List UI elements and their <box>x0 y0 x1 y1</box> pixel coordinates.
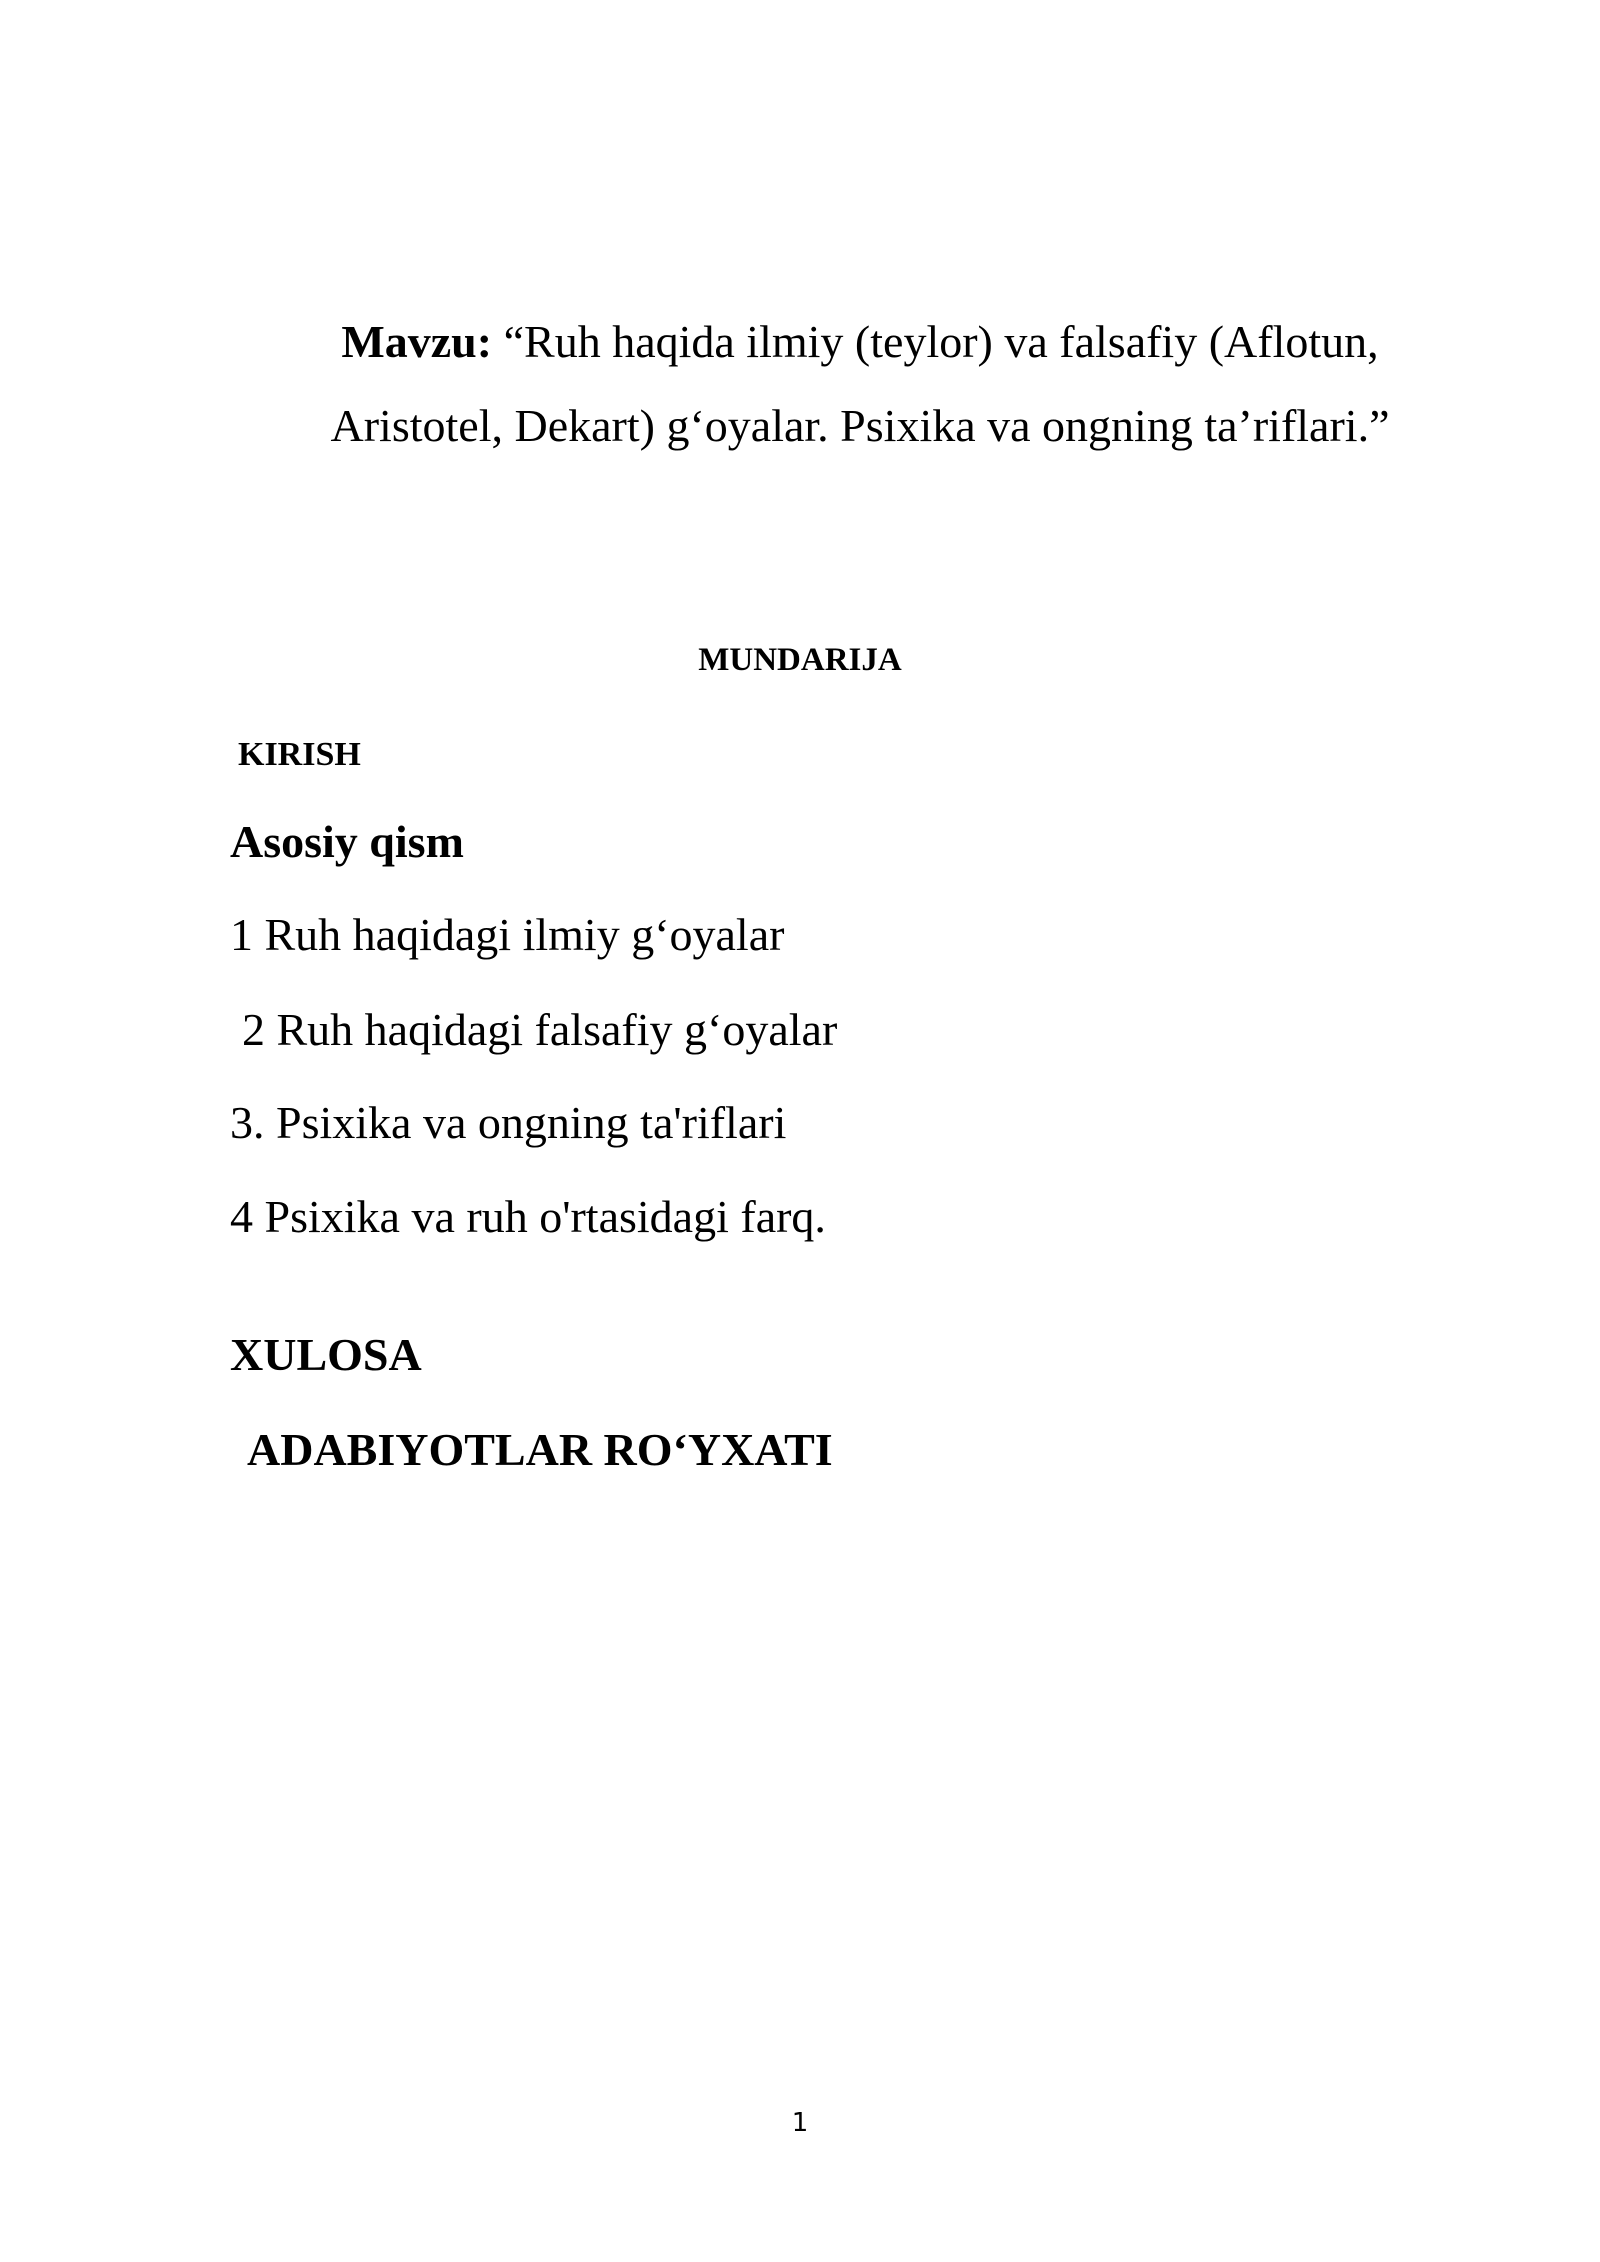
toc-entry-references: ADABIYOTLAR RO‘YXATI <box>247 1424 833 1475</box>
toc-entry-item: 2 Ruh haqidagi falsafiy g‘oyalar <box>242 1004 838 1055</box>
topic-text-line2: Aristotel, Dekart) g‘oyalar. Psixika va ongning ta’riflari.” <box>330 400 1390 451</box>
topic-block <box>290 300 1430 468</box>
toc-entry-item: 4 Psixika va ruh o'rtasidagi farq. <box>230 1191 826 1242</box>
toc-entry-conclusion: XULOSA <box>230 1329 422 1380</box>
toc-entry-main-part: Asosiy qism <box>230 816 464 867</box>
page-number: 1 <box>791 2108 809 2138</box>
toc-entry-item: 1 Ruh haqidagi ilmiy g‘oyalar <box>230 909 785 960</box>
toc-entry-intro: KIRISH <box>238 736 361 773</box>
topic-label: Mavzu: <box>341 316 493 367</box>
topic-text-line1: “Ruh haqida ilmiy (teylor) va falsafiy (Aflotun, <box>492 316 1379 367</box>
toc-entry-item: 3. Psixika va ongning ta'riflari <box>230 1097 787 1148</box>
toc-heading: MUNDARIJA <box>698 642 902 678</box>
